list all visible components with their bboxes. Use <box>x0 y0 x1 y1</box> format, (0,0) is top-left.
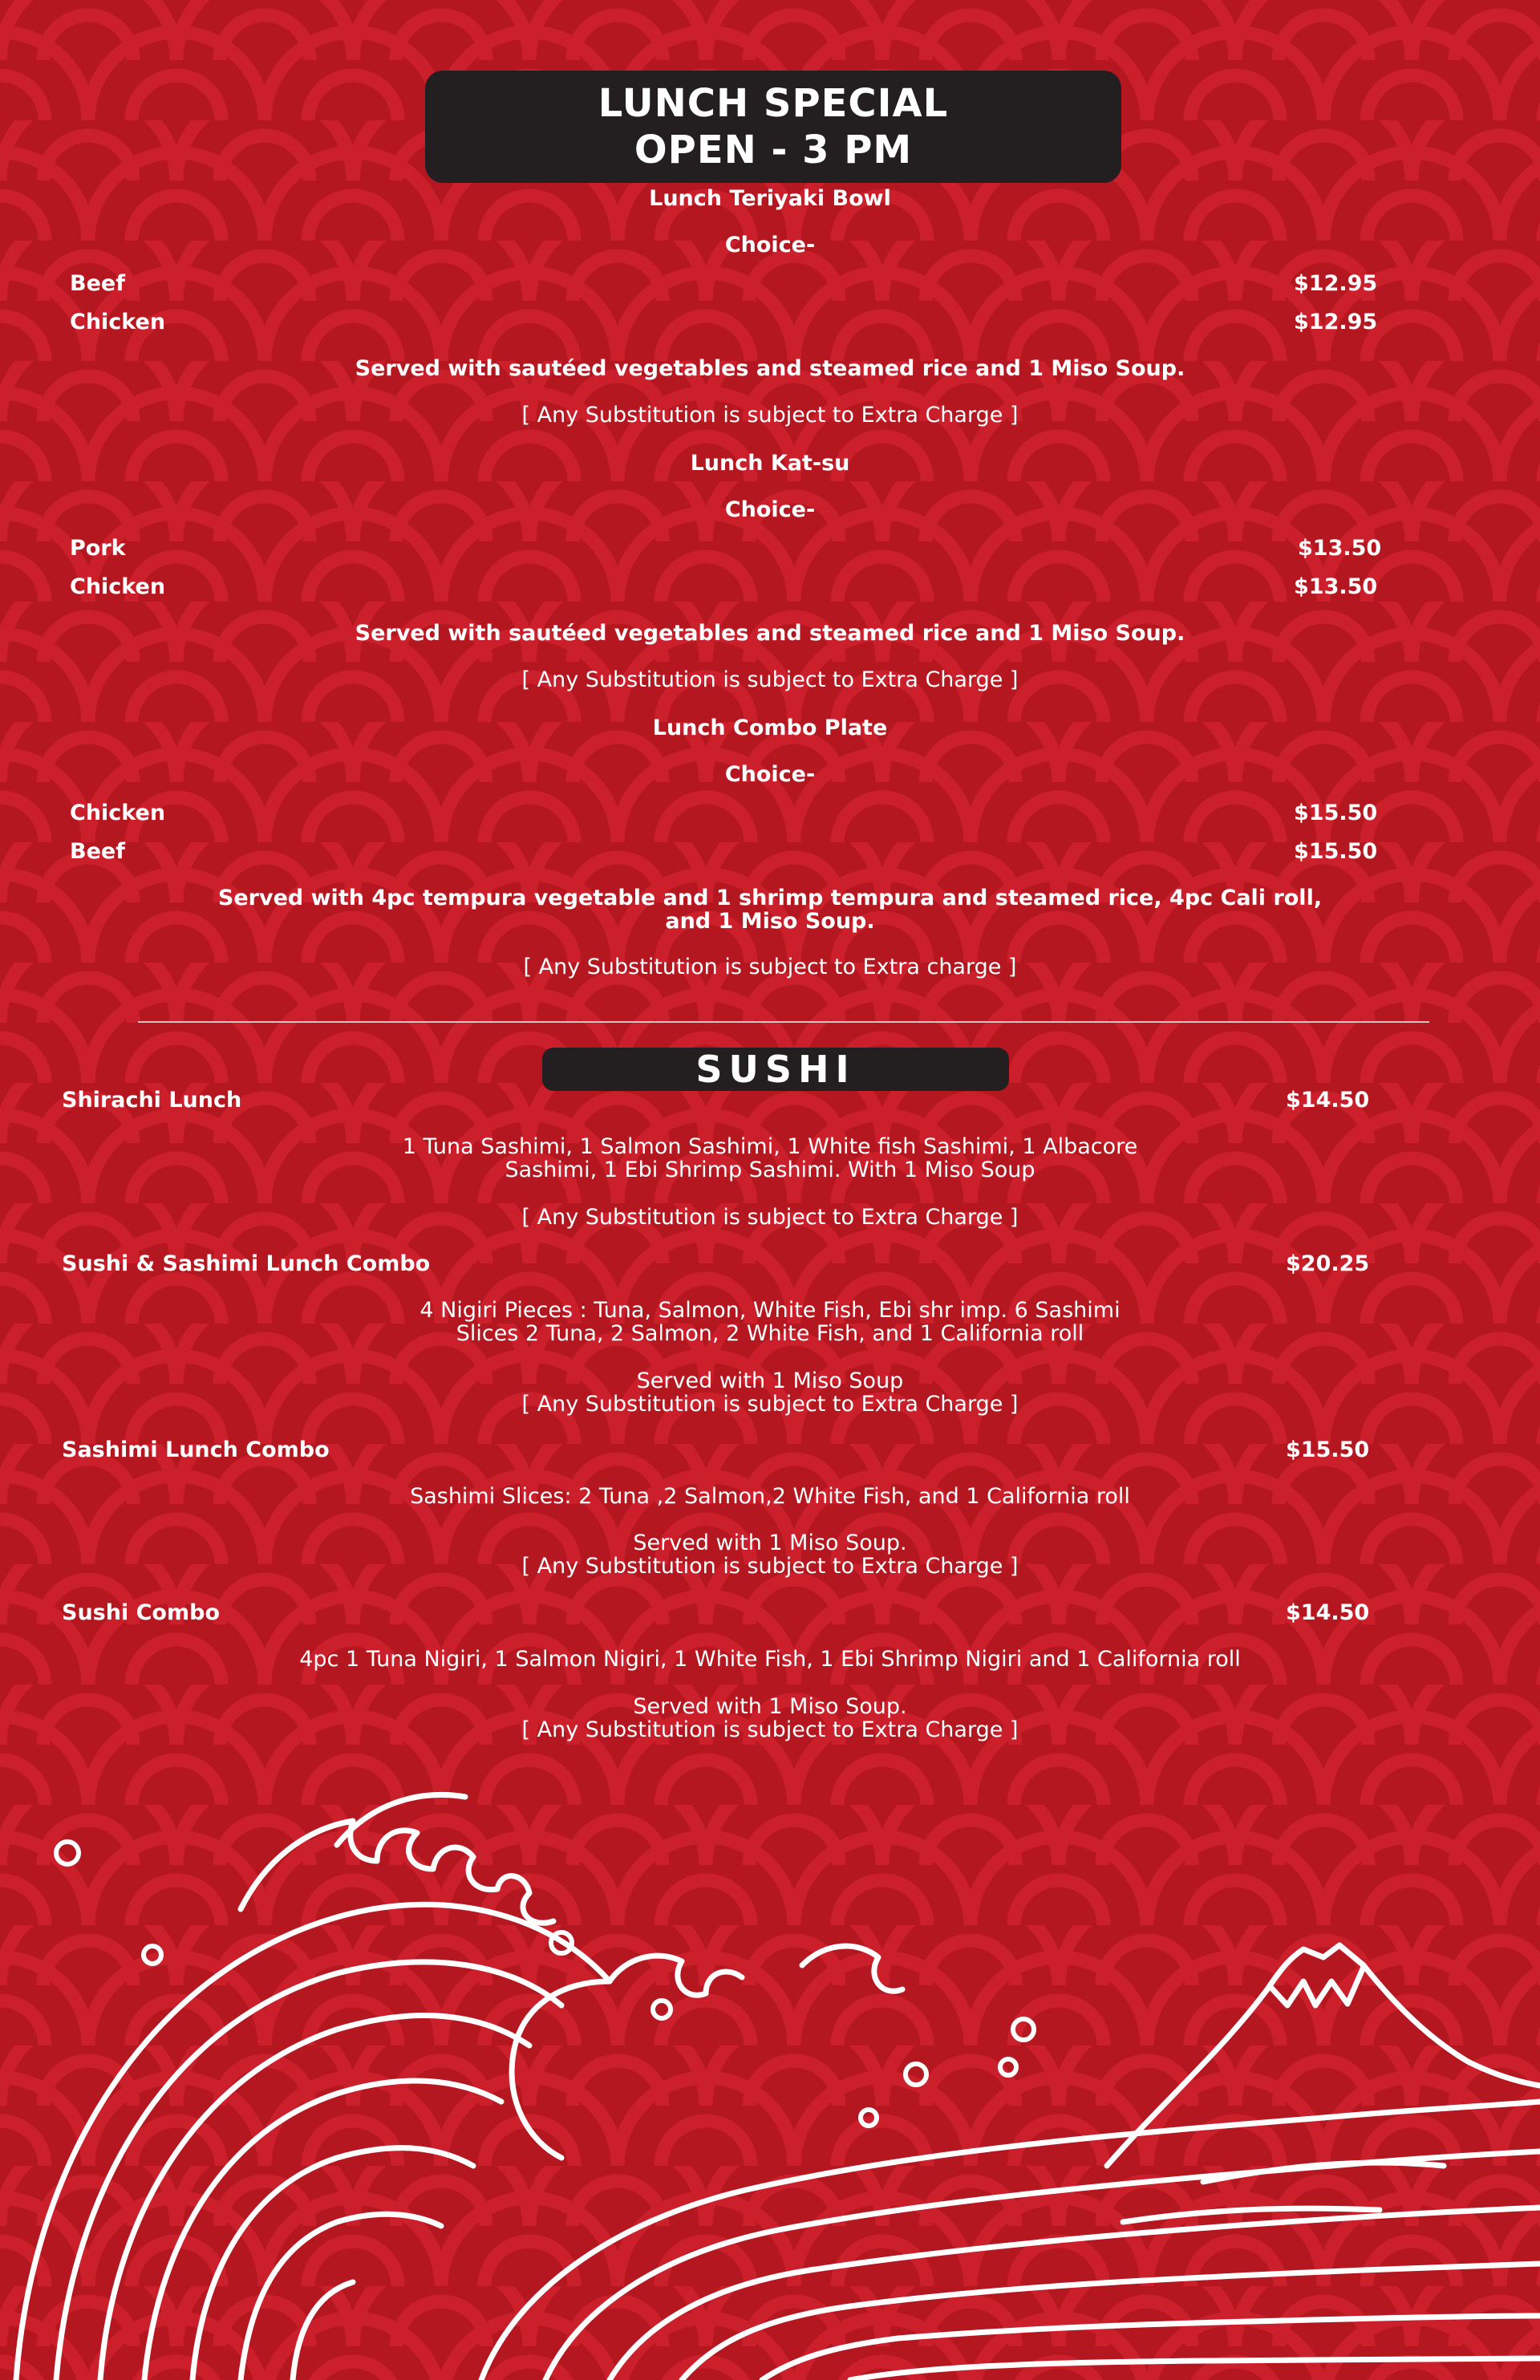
item-name: Chicken <box>70 574 166 599</box>
item-name: Sashimi Lunch Combo <box>62 1437 330 1462</box>
served-with-text: and 1 Miso Soup. <box>665 909 875 934</box>
served-with-text: Served with sautéed vegetables and steamed rice and 1 Miso Soup. <box>355 621 1185 646</box>
item-name: Sushi & Sashimi Lunch Combo <box>62 1251 431 1276</box>
banner-title: LUNCH SPECIAL <box>598 81 949 126</box>
item-name: Pork <box>70 536 126 561</box>
item-price: $15.50 <box>1286 1437 1370 1462</box>
served-with-text: Served with sautéed vegetables and steamed rice and 1 Miso Soup. <box>355 356 1185 381</box>
served-with-text: Served with 1 Miso Soup <box>636 1368 904 1393</box>
substitution-note: [ Any Substitution is subject to Extra Charge ] <box>521 1554 1019 1579</box>
item-description: 1 Tuna Sashimi, 1 Salmon Sashimi, 1 White fish Sashimi, 1 Albacore <box>402 1134 1138 1159</box>
substitution-note: [ Any Substitution is subject to Extra charge ] <box>523 955 1017 979</box>
item-name: Sushi Combo <box>62 1600 220 1625</box>
item-description: 4pc 1 Tuna Nigiri, 1 Salmon Nigiri, 1 White Fish, 1 Ebi Shrimp Nigiri and 1 California roll <box>299 1647 1241 1672</box>
substitution-note: [ Any Substitution is subject to Extra Charge ] <box>521 1717 1019 1742</box>
item-price: $12.95 <box>1294 310 1378 334</box>
item-description: Sashimi Slices: 2 Tuna ,2 Salmon,2 White Fish, and 1 California roll <box>410 1484 1130 1509</box>
item-price: $13.50 <box>1294 574 1378 599</box>
choice-label: Choice- <box>724 762 816 787</box>
sushi-banner: SUSHI <box>542 1048 1009 1091</box>
item-price: $12.95 <box>1294 271 1378 296</box>
choice-label: Choice- <box>724 497 816 522</box>
lunch-special-banner <box>425 71 1121 183</box>
served-with-text: Served with 1 Miso Soup. <box>633 1694 907 1719</box>
item-price: $20.25 <box>1286 1251 1370 1276</box>
substitution-note: [ Any Substitution is subject to Extra Charge ] <box>521 667 1019 692</box>
choice-label: Choice- <box>724 233 816 257</box>
item-name: Shirachi Lunch <box>62 1088 242 1113</box>
substitution-note: [ Any Substitution is subject to Extra Charge ] <box>521 1205 1019 1230</box>
item-description: Sashimi, 1 Ebi Shrimp Sashimi. With 1 Miso Soup <box>505 1158 1035 1182</box>
substitution-note: [ Any Substitution is subject to Extra Charge ] <box>521 403 1019 428</box>
item-price: $13.50 <box>1298 536 1382 561</box>
served-with-text: Served with 4pc tempura vegetable and 1 shrimp tempura and steamed rice, 4pc Cali roll, <box>217 886 1323 910</box>
item-name: Beef <box>70 271 125 296</box>
item-price: $15.50 <box>1294 839 1378 864</box>
section-title-teriyaki: Lunch Teriyaki Bowl <box>649 186 891 211</box>
item-price: $14.50 <box>1286 1088 1370 1113</box>
item-price: $15.50 <box>1294 801 1378 825</box>
item-price: $14.50 <box>1286 1600 1370 1625</box>
item-name: Beef <box>70 839 125 864</box>
section-divider <box>138 1021 1429 1023</box>
item-name: Chicken <box>70 310 166 334</box>
section-title-combo: Lunch Combo Plate <box>652 716 888 740</box>
item-name: Chicken <box>70 801 166 825</box>
item-description: 4 Nigiri Pieces : Tuna, Salmon, White Fish, Ebi shr imp. 6 Sashimi <box>419 1298 1121 1323</box>
banner-hours: OPEN - 3 PM <box>634 128 913 172</box>
served-with-text: Served with 1 Miso Soup. <box>633 1531 907 1555</box>
section-title-katsu: Lunch Kat-su <box>690 451 850 476</box>
substitution-note: [ Any Substitution is subject to Extra Charge ] <box>521 1392 1019 1417</box>
item-description: Slices 2 Tuna, 2 Salmon, 2 White Fish, and 1 California roll <box>456 1321 1084 1346</box>
